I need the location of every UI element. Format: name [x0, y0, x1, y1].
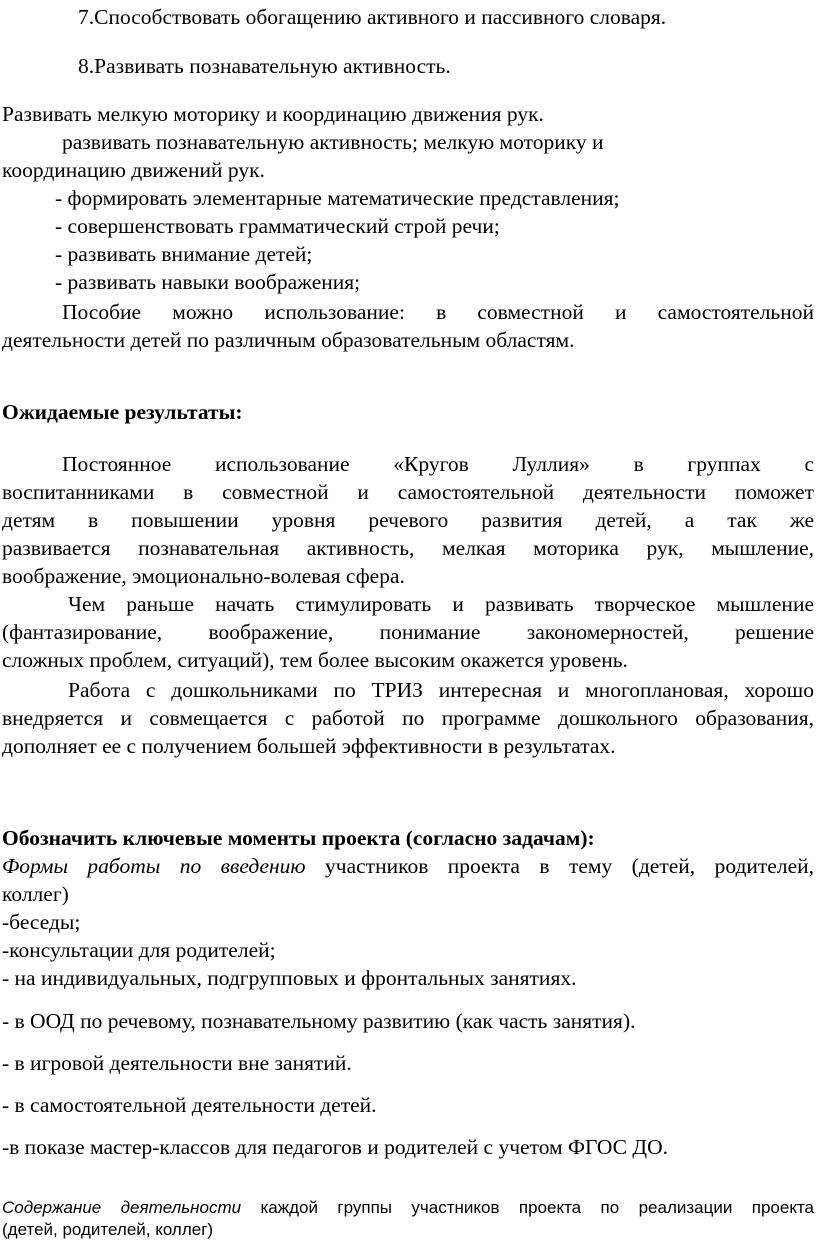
list-item: - в самостоятельной деятельности детей. [2, 1093, 377, 1117]
list-item: -в показе мастер-классов для педагогов и родителей с учетом ФГОС ДО. [2, 1135, 668, 1159]
results-heading: Ожидаемые результаты: [2, 400, 243, 424]
list-item: -консультации для родителей; [2, 938, 276, 962]
results-p3-line: Работа с дошкольниками по ТРИЗ интересная и многоплановая, хорошо [68, 678, 814, 702]
bullet-item: - развивать внимание детей; [55, 242, 313, 266]
bullet-item: - формировать элементарные математические представления; [55, 186, 620, 210]
results-p2-line: сложных проблем, ситуаций), тем более высоким окажется уровень. [2, 648, 628, 672]
forms-line-2: коллег) [2, 882, 69, 906]
key-points-heading: Обозначить ключевые моменты проекта (согласно задачам): [2, 826, 595, 850]
content-line [2, 1196, 814, 1220]
usage-line: деятельности детей по различным образовательным областям. [2, 328, 575, 352]
list-item: -беседы; [2, 910, 81, 934]
content-italic: Содержание деятельности [2, 1198, 242, 1217]
item-8: 8.Развивать познавательную активность. [78, 54, 451, 78]
results-p1-line: воображение, эмоционально-волевая сфера. [2, 564, 405, 588]
paragraph-line: развивать познавательную активность; мелкую моторику и [62, 130, 604, 154]
results-p1-line: развивается познавательная активность, мелкая моторика рук, мышление, [2, 536, 814, 560]
content-rest: каждой группы участников проекта по реализации проекта [260, 1198, 814, 1217]
bullet-item: - совершенствовать грамматический строй речи; [55, 214, 500, 238]
results-p1-line: воспитанниками в совместной и самостоятельной деятельности поможет [2, 480, 814, 504]
results-p1-line: детям в повышении уровня речевого развития детей, а так же [2, 508, 814, 532]
results-p3-line: дополняет ее с получением большей эффективности в результатах. [2, 734, 616, 758]
list-item: - в ООД по речевому, познавательному развитию (как часть занятия). [2, 1009, 636, 1033]
item-7: 7.Способствовать обогащению активного и пассивного словаря. [78, 5, 667, 29]
list-item: - в игровой деятельности вне занятий. [2, 1051, 352, 1075]
bullet-item: - развивать навыки воображения; [55, 270, 361, 294]
list-item: - на индивидуальных, подгрупповых и фронтальных занятиях. [2, 966, 577, 990]
forms-line [2, 852, 814, 880]
results-p2-line: (фантазирование, воображение, понимание закономерностей, решение [2, 620, 814, 644]
paragraph-line: координацию движений рук. [2, 158, 265, 182]
motor-skills-line: Развивать мелкую моторику и координацию движения рук. [2, 102, 544, 126]
results-p3-line: внедряется и совмещается с работой по программе дошкольного образования, [2, 706, 814, 730]
results-p1-line: Постоянное использование «Кругов Луллия» в группах с [62, 452, 814, 476]
content-line-2: (детей, родителей, коллег) [2, 1220, 214, 1239]
forms-rest: участников проекта в тему (детей, родителей, [325, 854, 814, 878]
results-p2-line: Чем раньше начать стимулировать и развивать творческое мышление [68, 592, 814, 616]
usage-line: Пособие можно использование: в совместной и самостоятельной [62, 300, 814, 324]
forms-italic: Формы работы по введению [2, 854, 306, 878]
